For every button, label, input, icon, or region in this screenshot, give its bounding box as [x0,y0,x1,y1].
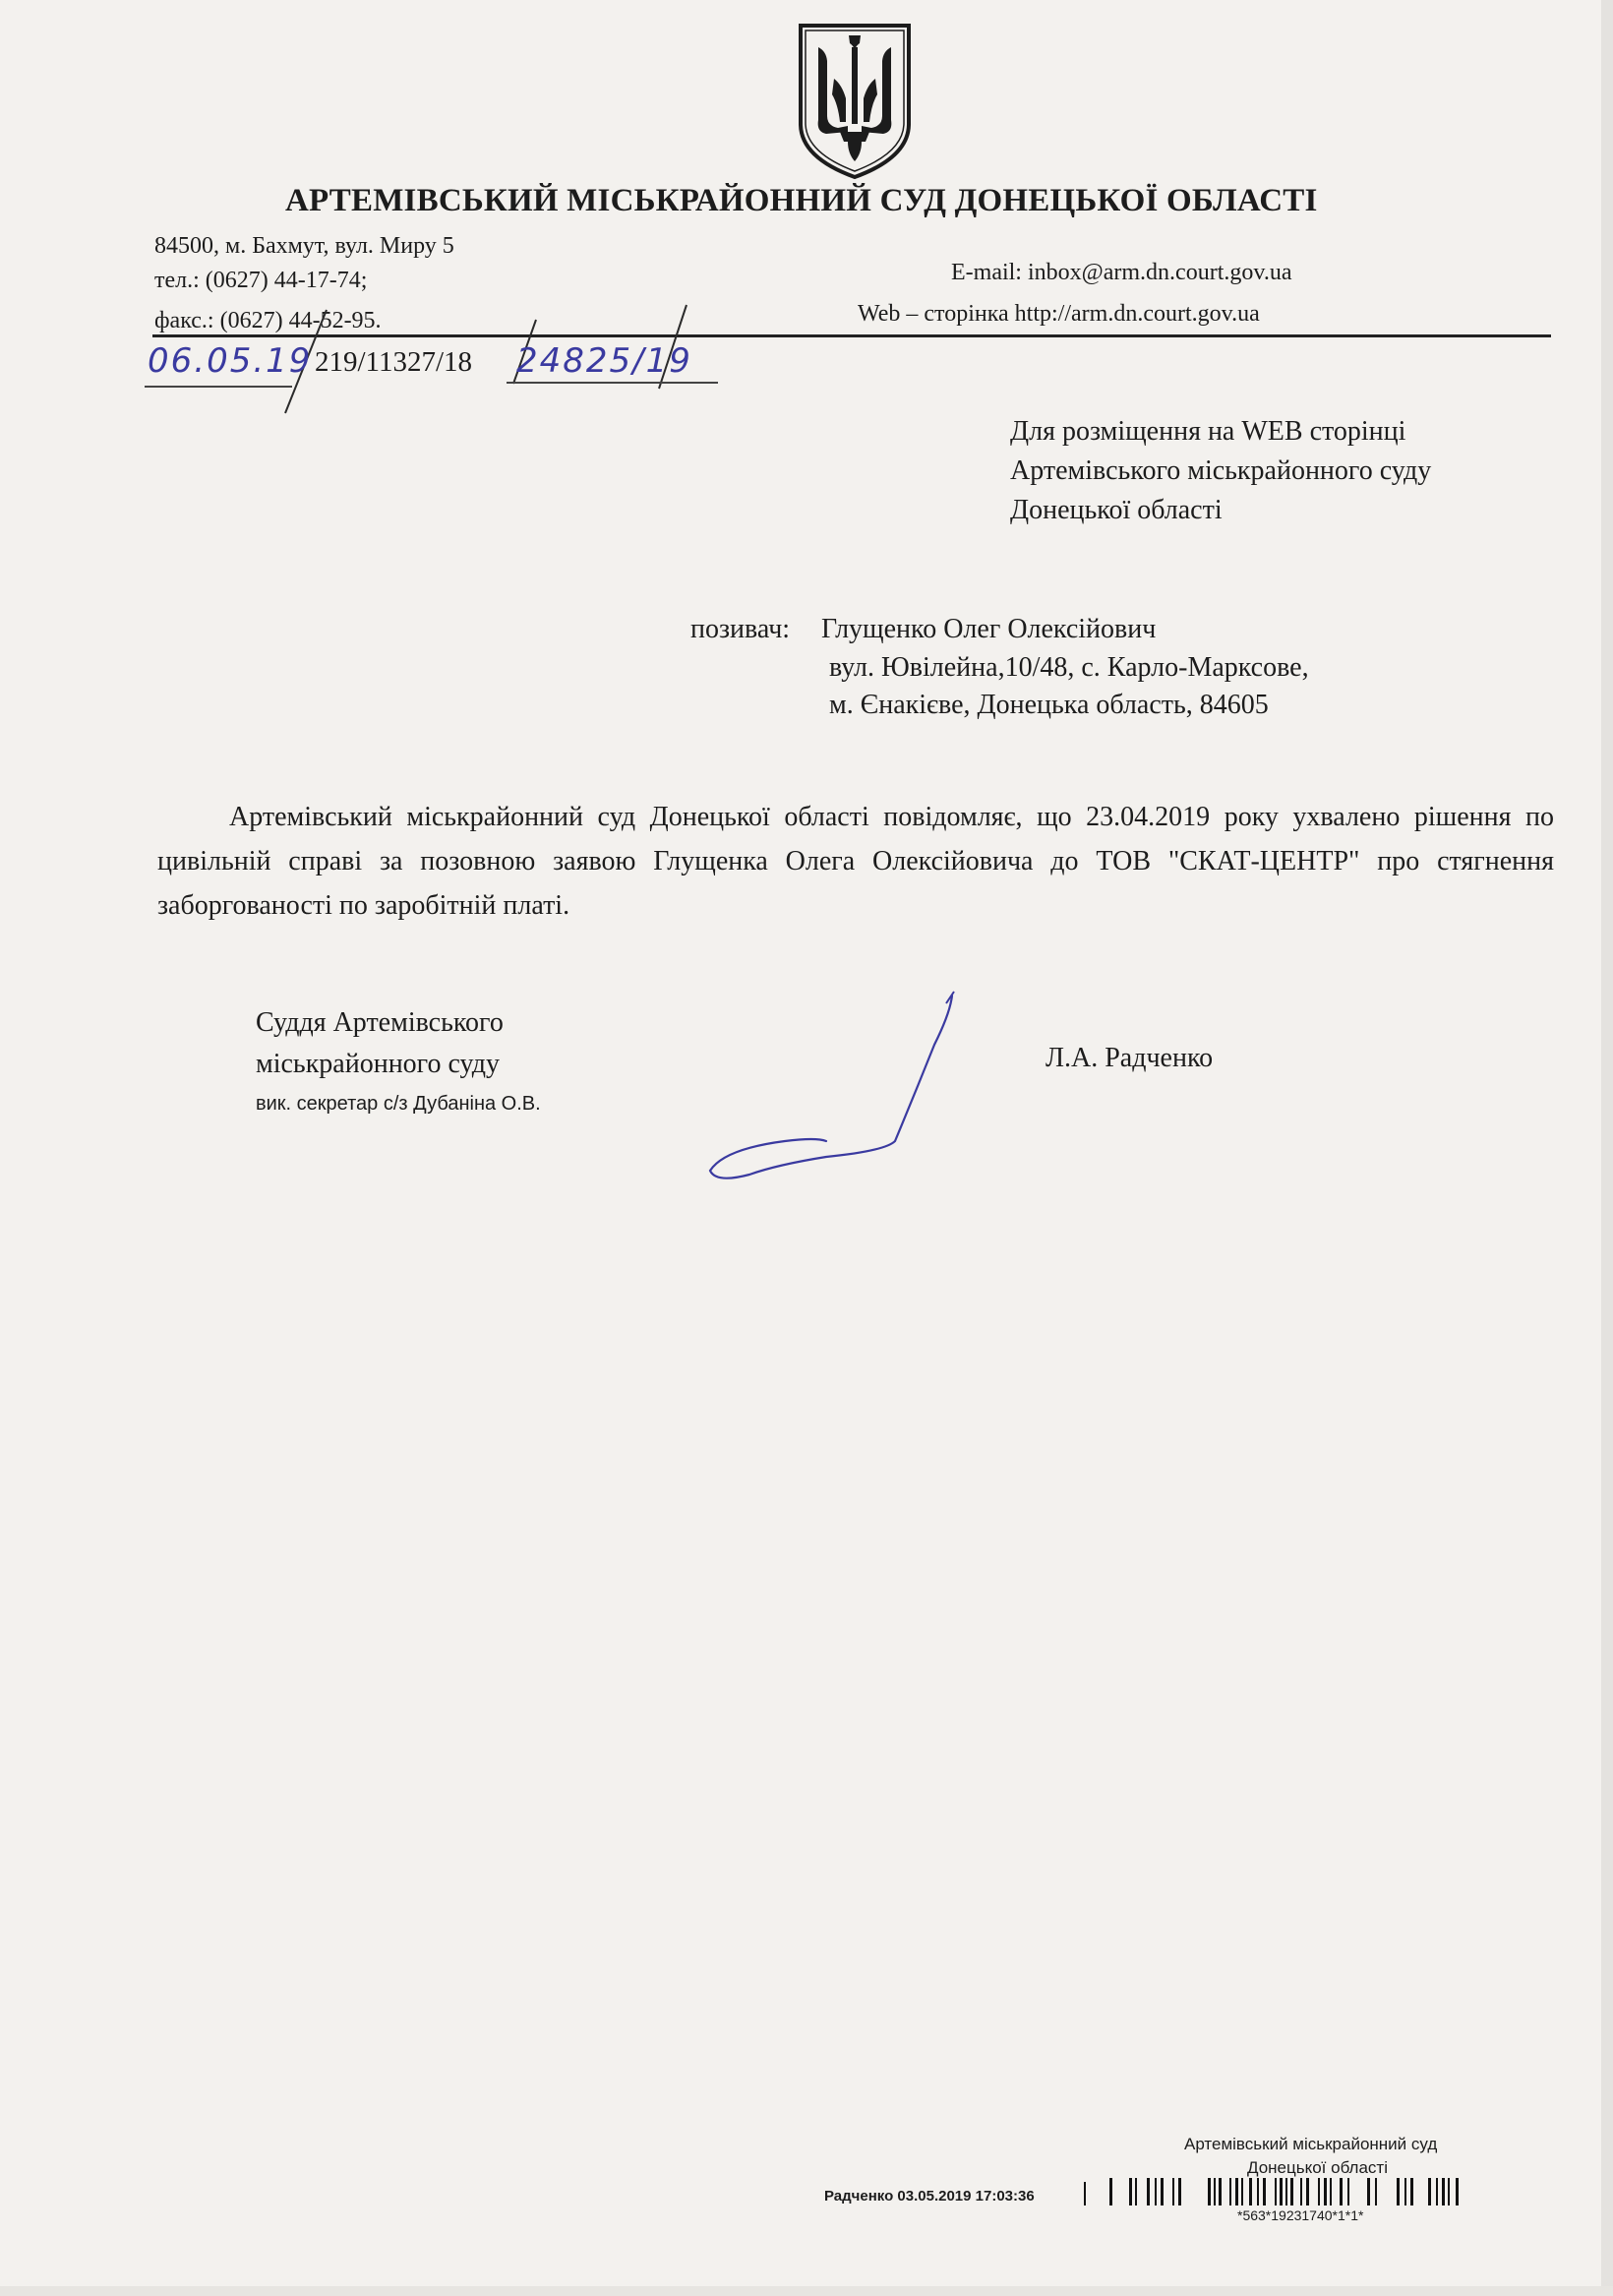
secretary-line: вик. секретар с/з Дубаніна О.В. [256,1093,541,1115]
plaintiff-address-1: вул. Ювілейна,10/48, с. Карло-Марксове, [829,652,1309,683]
stamp-meta: Радченко 03.05.2019 17:03:36 [824,2188,1035,2205]
outgoing-number-handwritten: 24825/19 [516,341,692,381]
recipient-line-1: Для розміщення на WEB сторінці [1010,416,1406,447]
court-address: 84500, м. Бахмут, вул. Миру 5 [154,233,454,259]
notice-paragraph [157,795,1554,928]
registration-date-handwritten: 06.05.19 [148,341,313,381]
plaintiff-name: Глущенко Олег Олексійович [821,614,1157,644]
coat-of-arms-icon [797,22,913,181]
barcode-text: *563*19231740*1*1* [1237,2207,1364,2223]
notice-text: Артемівський міськрайонний суд Донецької області повідомляє, що 23.04.2019 року ухвалено рішення по цивільній справі за позовною заявою Глущенка Олега Олексійовича до ТОВ "СКАТ-ЦЕНТР" про стягнення заборгованості по заробітній платі. [157,802,1554,921]
date-underline [145,386,292,388]
stamp-court-line-1: Артемівський міськрайонний суд [1184,2135,1438,2153]
barcode-icon [1082,2176,1564,2211]
scan-edge-right [1601,0,1613,2296]
court-name: АРТЕМІВСЬКИЙ МІСЬКРАЙОННИЙ СУД ДОНЕЦЬКОЇ ОБЛАСТІ [285,183,1318,218]
judge-name: Л.А. Радченко [1045,1043,1214,1073]
outgoing-underline [507,382,718,384]
plaintiff-label: позивач: [690,614,791,644]
court-web: Web – сторінка http://arm.dn.court.gov.ua [858,301,1260,327]
scan-edge-bottom [0,2286,1613,2296]
case-number: 219/11327/18 [315,346,473,378]
recipient-line-2: Артемівського міськрайонного суду [1010,455,1432,486]
court-fax: факс.: (0627) 44-52-95. [154,308,382,333]
signer-title-2: міськрайонного суду [256,1049,501,1079]
signature-icon [698,984,964,1190]
court-email: E-mail: inbox@arm.dn.court.gov.ua [951,260,1292,285]
signer-title-1: Суддя Артемівського [256,1007,504,1038]
court-phone: тел.: (0627) 44-17-74; [154,268,368,293]
recipient-line-3: Донецької області [1010,495,1223,525]
plaintiff-address-2: м. Єнакієве, Донецька область, 84605 [829,690,1269,720]
stamp-court-line-2: Донецької області [1247,2158,1388,2177]
